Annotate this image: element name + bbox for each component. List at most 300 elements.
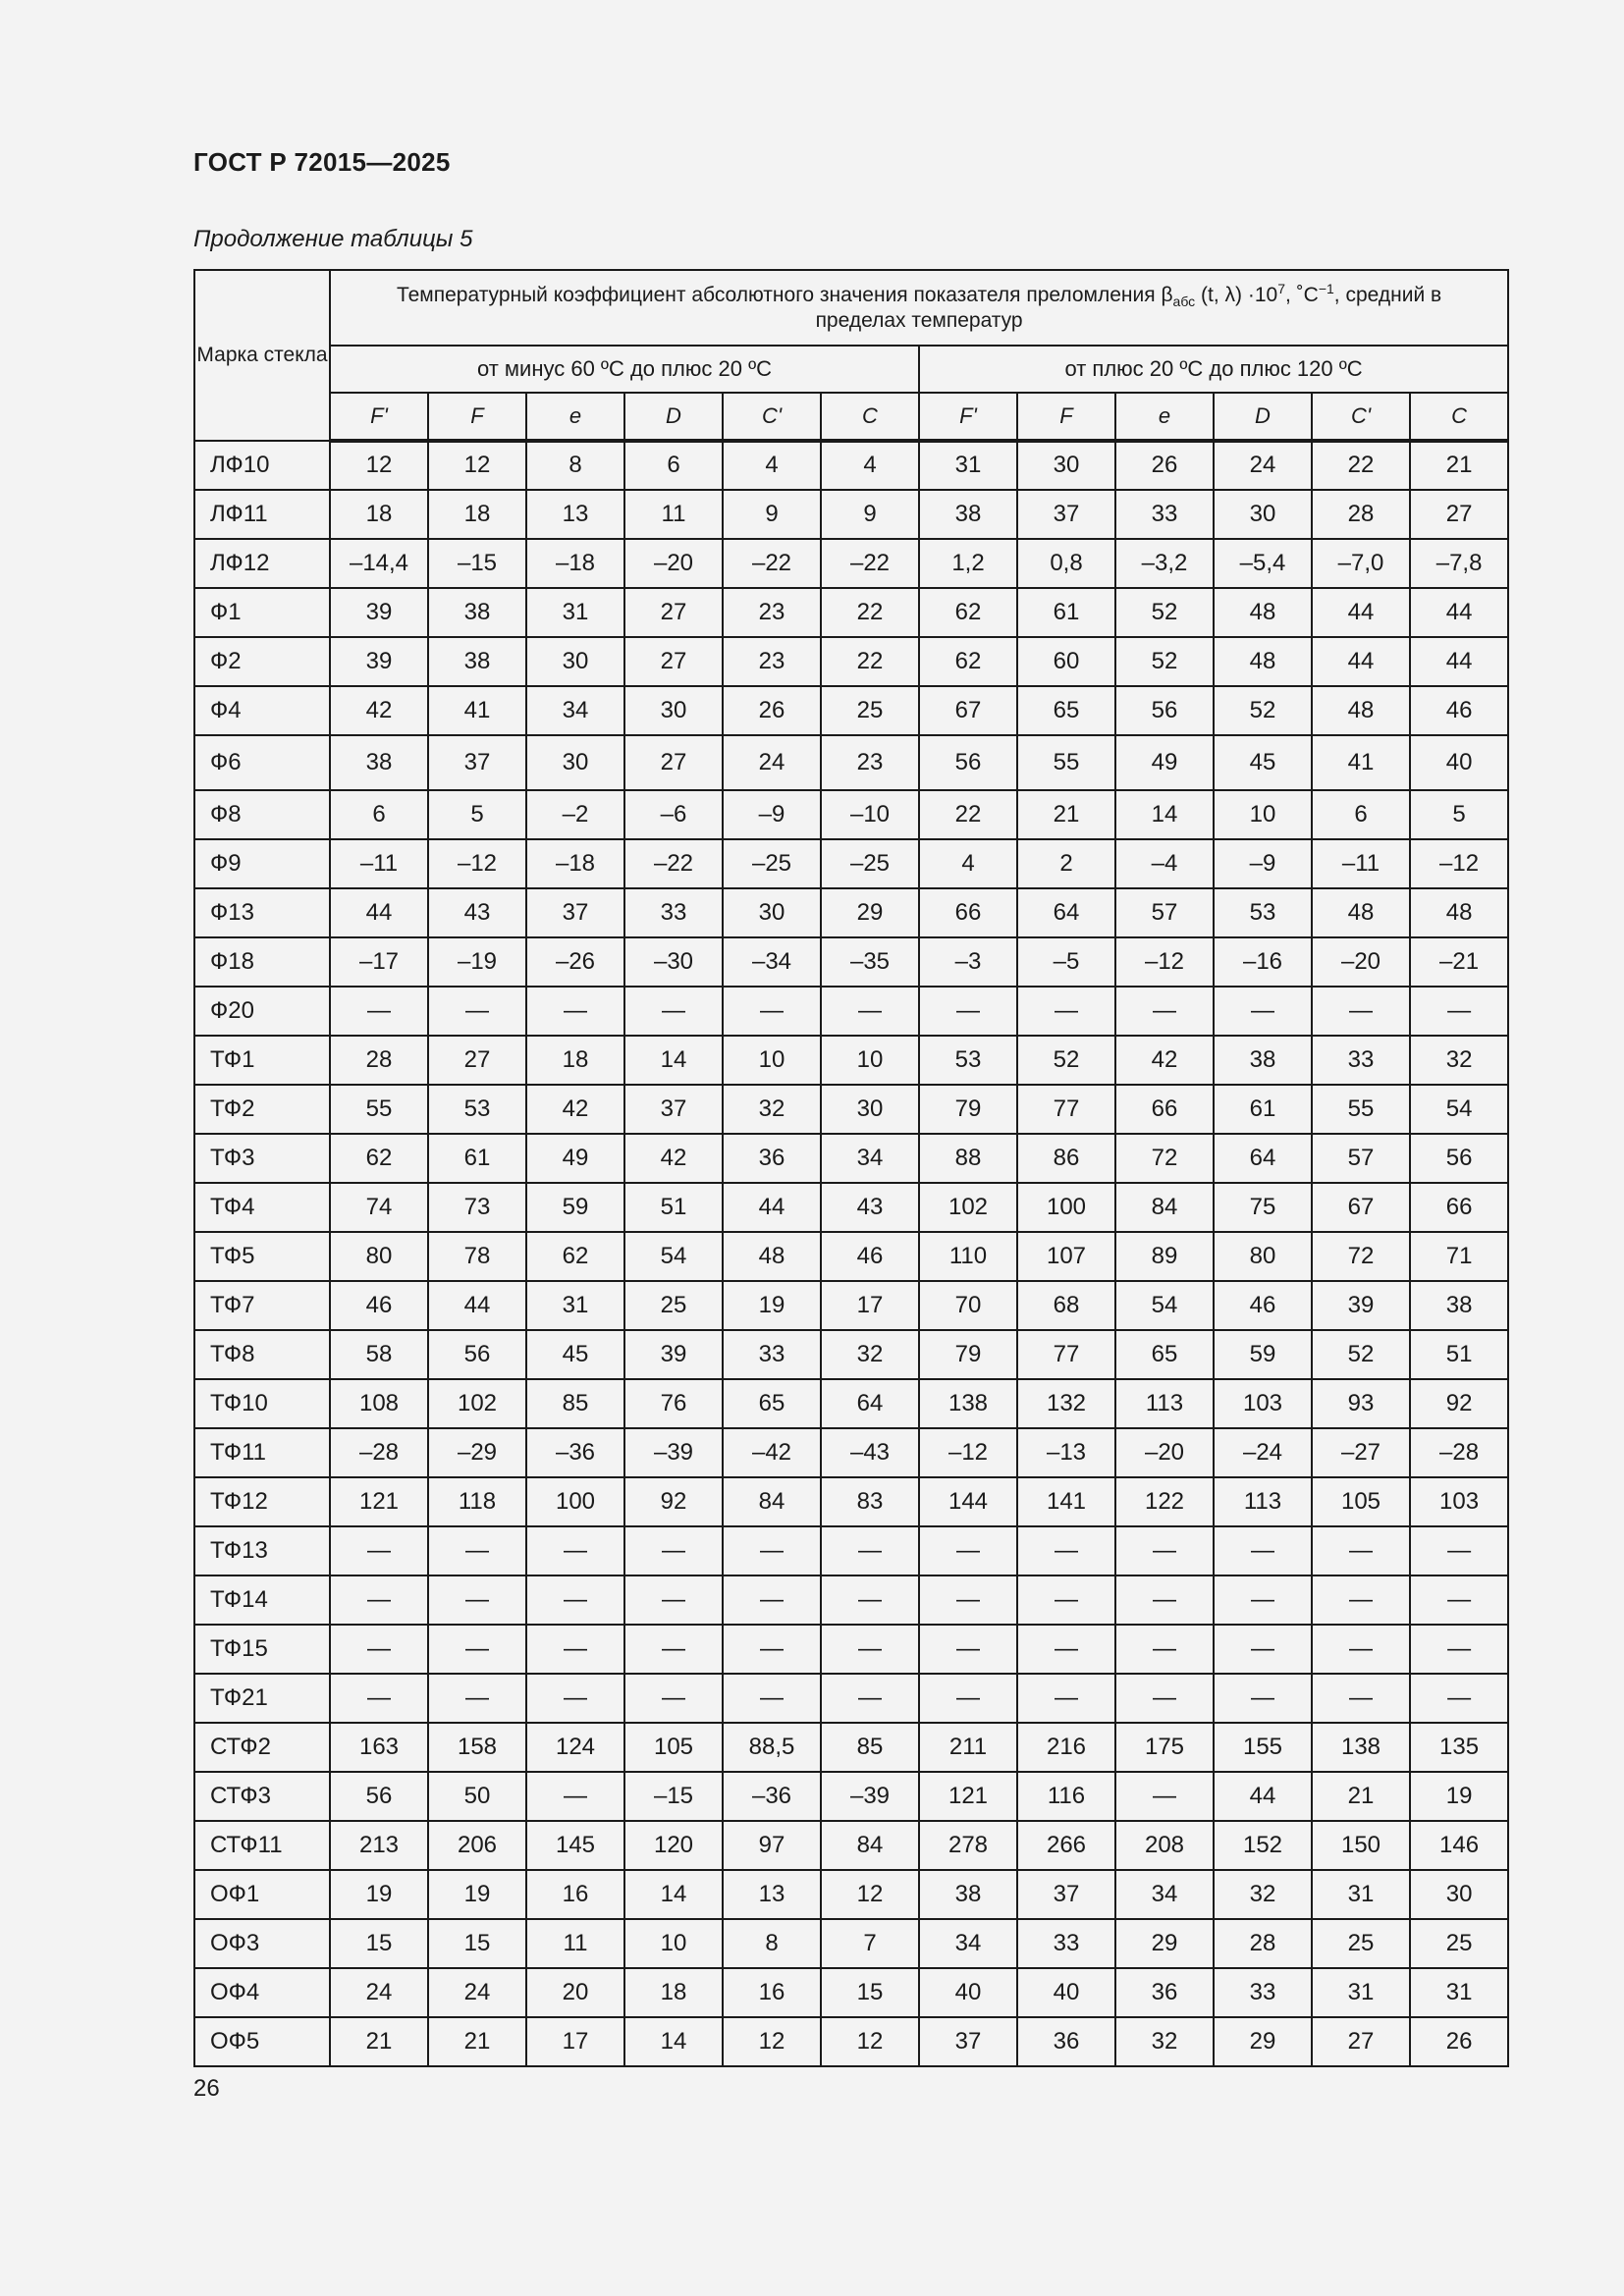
table-row bbox=[194, 2017, 1508, 2066]
value-cell: 46 bbox=[1214, 1281, 1312, 1330]
value-cell: 22 bbox=[919, 790, 1017, 839]
value-cell: 24 bbox=[723, 735, 821, 790]
value-cell: 76 bbox=[624, 1379, 723, 1428]
value-cell: — bbox=[1115, 987, 1214, 1036]
value-cell: –18 bbox=[526, 839, 624, 888]
table-row bbox=[194, 637, 1508, 686]
value-cell: 23 bbox=[723, 637, 821, 686]
glass-mark-cell: СТФ3 bbox=[194, 1772, 330, 1821]
table-row bbox=[194, 1919, 1508, 1968]
value-cell: — bbox=[624, 1526, 723, 1575]
value-cell: 36 bbox=[1115, 1968, 1214, 2017]
value-cell: 44 bbox=[723, 1183, 821, 1232]
value-cell: 116 bbox=[1017, 1772, 1115, 1821]
value-cell: — bbox=[821, 1674, 919, 1723]
value-cell: –43 bbox=[821, 1428, 919, 1477]
value-cell: 62 bbox=[330, 1134, 428, 1183]
value-cell: 4 bbox=[821, 441, 919, 490]
value-cell: 8 bbox=[723, 1919, 821, 1968]
value-cell: 28 bbox=[330, 1036, 428, 1085]
value-cell: — bbox=[1410, 987, 1508, 1036]
value-cell: –22 bbox=[624, 839, 723, 888]
value-cell: 138 bbox=[1312, 1723, 1410, 1772]
value-cell: 11 bbox=[624, 490, 723, 539]
value-cell: 64 bbox=[1017, 888, 1115, 937]
value-cell: — bbox=[330, 1526, 428, 1575]
value-cell: –12 bbox=[919, 1428, 1017, 1477]
value-cell: 44 bbox=[1410, 637, 1508, 686]
value-cell: — bbox=[1312, 1526, 1410, 1575]
value-cell: 22 bbox=[821, 637, 919, 686]
value-cell: 113 bbox=[1115, 1379, 1214, 1428]
value-cell: 39 bbox=[1312, 1281, 1410, 1330]
value-cell: –24 bbox=[1214, 1428, 1312, 1477]
value-cell: 145 bbox=[526, 1821, 624, 1870]
value-cell: –36 bbox=[526, 1428, 624, 1477]
header-line: F' bbox=[919, 393, 1017, 441]
table-row bbox=[194, 888, 1508, 937]
value-cell: 56 bbox=[330, 1772, 428, 1821]
glass-mark-cell: Ф9 bbox=[194, 839, 330, 888]
value-cell: 49 bbox=[526, 1134, 624, 1183]
value-cell: — bbox=[624, 1625, 723, 1674]
value-cell: 18 bbox=[624, 1968, 723, 2017]
value-cell: 58 bbox=[330, 1330, 428, 1379]
value-cell: 118 bbox=[428, 1477, 526, 1526]
value-cell: 19 bbox=[330, 1870, 428, 1919]
value-cell: 32 bbox=[1410, 1036, 1508, 1085]
value-cell: –17 bbox=[330, 937, 428, 987]
value-cell: 24 bbox=[428, 1968, 526, 2017]
value-cell: –12 bbox=[1410, 839, 1508, 888]
value-cell: — bbox=[723, 1625, 821, 1674]
value-cell: 54 bbox=[1115, 1281, 1214, 1330]
value-cell: –26 bbox=[526, 937, 624, 987]
value-cell: 44 bbox=[330, 888, 428, 937]
value-cell: 38 bbox=[919, 490, 1017, 539]
value-cell: — bbox=[428, 1575, 526, 1625]
value-cell: 5 bbox=[428, 790, 526, 839]
value-cell: — bbox=[526, 1674, 624, 1723]
value-cell: 34 bbox=[821, 1134, 919, 1183]
value-cell: 12 bbox=[821, 2017, 919, 2066]
value-cell: 34 bbox=[919, 1919, 1017, 1968]
value-cell: –12 bbox=[428, 839, 526, 888]
value-cell: — bbox=[330, 1674, 428, 1723]
glass-mark-cell: Ф4 bbox=[194, 686, 330, 735]
value-cell: –27 bbox=[1312, 1428, 1410, 1477]
value-cell: –25 bbox=[723, 839, 821, 888]
value-cell: 68 bbox=[1017, 1281, 1115, 1330]
value-cell: — bbox=[1017, 1575, 1115, 1625]
value-cell: 33 bbox=[1312, 1036, 1410, 1085]
value-cell: 66 bbox=[1115, 1085, 1214, 1134]
value-cell: — bbox=[1115, 1526, 1214, 1575]
value-cell: 6 bbox=[330, 790, 428, 839]
value-cell: 57 bbox=[1115, 888, 1214, 937]
value-cell: — bbox=[919, 1674, 1017, 1723]
value-cell: — bbox=[330, 1625, 428, 1674]
glass-mark-cell: ТФ14 bbox=[194, 1575, 330, 1625]
value-cell: 33 bbox=[1017, 1919, 1115, 1968]
value-cell: — bbox=[919, 1625, 1017, 1674]
value-cell: 27 bbox=[624, 637, 723, 686]
value-cell: — bbox=[526, 987, 624, 1036]
value-cell: 17 bbox=[526, 2017, 624, 2066]
glass-mark-cell: ОФ5 bbox=[194, 2017, 330, 2066]
value-cell: 55 bbox=[330, 1085, 428, 1134]
value-cell: 8 bbox=[526, 441, 624, 490]
value-cell: 32 bbox=[1115, 2017, 1214, 2066]
value-cell: –3,2 bbox=[1115, 539, 1214, 588]
value-cell: 62 bbox=[919, 637, 1017, 686]
value-cell: 55 bbox=[1017, 735, 1115, 790]
header-line: F bbox=[428, 393, 526, 441]
table-row bbox=[194, 1036, 1508, 1085]
value-cell: 37 bbox=[919, 2017, 1017, 2066]
value-cell: 86 bbox=[1017, 1134, 1115, 1183]
value-cell: — bbox=[624, 987, 723, 1036]
value-cell: 146 bbox=[1410, 1821, 1508, 1870]
glass-mark-cell: Ф18 bbox=[194, 937, 330, 987]
header-line: D bbox=[1214, 393, 1312, 441]
value-cell: 138 bbox=[919, 1379, 1017, 1428]
value-cell: 31 bbox=[526, 1281, 624, 1330]
value-cell: 36 bbox=[723, 1134, 821, 1183]
value-cell: 18 bbox=[330, 490, 428, 539]
value-cell: — bbox=[1312, 1625, 1410, 1674]
value-cell: 37 bbox=[624, 1085, 723, 1134]
value-cell: 30 bbox=[1410, 1870, 1508, 1919]
value-cell: 57 bbox=[1312, 1134, 1410, 1183]
glass-mark-cell: Ф13 bbox=[194, 888, 330, 937]
value-cell: 102 bbox=[428, 1379, 526, 1428]
value-cell: –19 bbox=[428, 937, 526, 987]
value-cell: 71 bbox=[1410, 1232, 1508, 1281]
value-cell: 29 bbox=[821, 888, 919, 937]
value-cell: –4 bbox=[1115, 839, 1214, 888]
value-cell: 1,2 bbox=[919, 539, 1017, 588]
value-cell: 14 bbox=[624, 2017, 723, 2066]
value-cell: –34 bbox=[723, 937, 821, 987]
value-cell: 24 bbox=[1214, 441, 1312, 490]
value-cell: 4 bbox=[723, 441, 821, 490]
value-cell: — bbox=[330, 1575, 428, 1625]
glass-mark-cell: ТФ21 bbox=[194, 1674, 330, 1723]
header-line: e bbox=[1115, 393, 1214, 441]
table-caption: Продолжение таблицы 5 bbox=[193, 226, 473, 252]
header-line: F' bbox=[330, 393, 428, 441]
value-cell: 141 bbox=[1017, 1477, 1115, 1526]
value-cell: — bbox=[428, 1526, 526, 1575]
value-cell: 56 bbox=[919, 735, 1017, 790]
value-cell: 46 bbox=[330, 1281, 428, 1330]
glass-mark-cell: Ф20 bbox=[194, 987, 330, 1036]
value-cell: 88 bbox=[919, 1134, 1017, 1183]
value-cell: 155 bbox=[1214, 1723, 1312, 1772]
value-cell: 89 bbox=[1115, 1232, 1214, 1281]
value-cell: 44 bbox=[428, 1281, 526, 1330]
value-cell: 33 bbox=[723, 1330, 821, 1379]
value-cell: 107 bbox=[1017, 1232, 1115, 1281]
value-cell: 108 bbox=[330, 1379, 428, 1428]
value-cell: 152 bbox=[1214, 1821, 1312, 1870]
value-cell: 44 bbox=[1410, 588, 1508, 637]
value-cell: 51 bbox=[624, 1183, 723, 1232]
value-cell: 38 bbox=[1214, 1036, 1312, 1085]
value-cell: 15 bbox=[428, 1919, 526, 1968]
value-cell: 34 bbox=[1115, 1870, 1214, 1919]
value-cell: 67 bbox=[919, 686, 1017, 735]
value-cell: 31 bbox=[1312, 1870, 1410, 1919]
value-cell: — bbox=[1214, 1526, 1312, 1575]
value-cell: –39 bbox=[624, 1428, 723, 1477]
value-cell: 132 bbox=[1017, 1379, 1115, 1428]
value-cell: 16 bbox=[723, 1968, 821, 2017]
value-cell: 6 bbox=[1312, 790, 1410, 839]
value-cell: 48 bbox=[1214, 588, 1312, 637]
value-cell: 84 bbox=[723, 1477, 821, 1526]
value-cell: 23 bbox=[723, 588, 821, 637]
value-cell: 21 bbox=[428, 2017, 526, 2066]
value-cell: 79 bbox=[919, 1085, 1017, 1134]
value-cell: –15 bbox=[624, 1772, 723, 1821]
value-cell: 30 bbox=[723, 888, 821, 937]
table-row bbox=[194, 1526, 1508, 1575]
value-cell: 67 bbox=[1312, 1183, 1410, 1232]
value-cell: 70 bbox=[919, 1281, 1017, 1330]
value-cell: 52 bbox=[1115, 637, 1214, 686]
table-row bbox=[194, 539, 1508, 588]
value-cell: 30 bbox=[1017, 441, 1115, 490]
value-cell: — bbox=[821, 987, 919, 1036]
value-cell: –28 bbox=[1410, 1428, 1508, 1477]
value-cell: –28 bbox=[330, 1428, 428, 1477]
value-cell: 66 bbox=[919, 888, 1017, 937]
value-cell: –13 bbox=[1017, 1428, 1115, 1477]
value-cell: 13 bbox=[723, 1870, 821, 1919]
glass-mark-cell: ТФ7 bbox=[194, 1281, 330, 1330]
table-row bbox=[194, 1625, 1508, 1674]
glass-mark-cell: ТФ11 bbox=[194, 1428, 330, 1477]
value-cell: 17 bbox=[821, 1281, 919, 1330]
value-cell: 33 bbox=[1115, 490, 1214, 539]
glass-mark-cell: Ф1 bbox=[194, 588, 330, 637]
value-cell: 54 bbox=[624, 1232, 723, 1281]
value-cell: –39 bbox=[821, 1772, 919, 1821]
value-cell: 21 bbox=[1410, 441, 1508, 490]
value-cell: — bbox=[1214, 1625, 1312, 1674]
value-cell: 52 bbox=[1017, 1036, 1115, 1085]
value-cell: 27 bbox=[1410, 490, 1508, 539]
glass-mark-cell: Ф2 bbox=[194, 637, 330, 686]
value-cell: 10 bbox=[1214, 790, 1312, 839]
value-cell: 30 bbox=[624, 686, 723, 735]
header-line: F bbox=[1017, 393, 1115, 441]
value-cell: — bbox=[723, 1526, 821, 1575]
value-cell: –7,8 bbox=[1410, 539, 1508, 588]
table-row bbox=[194, 588, 1508, 637]
value-cell: 19 bbox=[1410, 1772, 1508, 1821]
value-cell: 135 bbox=[1410, 1723, 1508, 1772]
power-exponent: 7 bbox=[1277, 280, 1285, 296]
value-cell: 175 bbox=[1115, 1723, 1214, 1772]
value-cell: 53 bbox=[428, 1085, 526, 1134]
value-cell: 64 bbox=[821, 1379, 919, 1428]
value-cell: 39 bbox=[330, 588, 428, 637]
value-cell: 0,8 bbox=[1017, 539, 1115, 588]
value-cell: 45 bbox=[1214, 735, 1312, 790]
value-cell: 65 bbox=[1017, 686, 1115, 735]
value-cell: 45 bbox=[526, 1330, 624, 1379]
value-cell: 27 bbox=[624, 735, 723, 790]
glass-mark-cell: ЛФ11 bbox=[194, 490, 330, 539]
value-cell: 80 bbox=[330, 1232, 428, 1281]
table-row bbox=[194, 1183, 1508, 1232]
table-header bbox=[194, 270, 1508, 441]
value-cell: 30 bbox=[1214, 490, 1312, 539]
value-cell: — bbox=[624, 1674, 723, 1723]
value-cell: –5 bbox=[1017, 937, 1115, 987]
header-glass-mark: Марка стекла bbox=[194, 270, 330, 441]
unit-exponent: −1 bbox=[1318, 280, 1334, 296]
value-cell: 21 bbox=[330, 2017, 428, 2066]
value-cell: 29 bbox=[1115, 1919, 1214, 1968]
glass-mark-cell: ТФ5 bbox=[194, 1232, 330, 1281]
value-cell: 72 bbox=[1115, 1134, 1214, 1183]
value-cell: — bbox=[1017, 1625, 1115, 1674]
value-cell: 163 bbox=[330, 1723, 428, 1772]
value-cell: 26 bbox=[1410, 2017, 1508, 2066]
value-cell: 65 bbox=[1115, 1330, 1214, 1379]
table-row bbox=[194, 1772, 1508, 1821]
value-cell: 7 bbox=[821, 1919, 919, 1968]
value-cell: 65 bbox=[723, 1379, 821, 1428]
value-cell: — bbox=[1410, 1625, 1508, 1674]
value-cell: 18 bbox=[526, 1036, 624, 1085]
table-row bbox=[194, 1281, 1508, 1330]
value-cell: 18 bbox=[428, 490, 526, 539]
value-cell: 22 bbox=[1312, 441, 1410, 490]
value-cell: –2 bbox=[526, 790, 624, 839]
value-cell: — bbox=[330, 987, 428, 1036]
value-cell: –22 bbox=[821, 539, 919, 588]
table-row bbox=[194, 1821, 1508, 1870]
value-cell: 48 bbox=[1410, 888, 1508, 937]
table-body bbox=[194, 441, 1508, 2066]
table-row bbox=[194, 1575, 1508, 1625]
header-coefficient bbox=[330, 270, 1508, 346]
value-cell: 56 bbox=[428, 1330, 526, 1379]
value-cell: 27 bbox=[624, 588, 723, 637]
value-cell: 33 bbox=[1214, 1968, 1312, 2017]
value-cell: –35 bbox=[821, 937, 919, 987]
value-cell: 33 bbox=[624, 888, 723, 937]
glass-mark-cell: ТФ2 bbox=[194, 1085, 330, 1134]
value-cell: 27 bbox=[1312, 2017, 1410, 2066]
glass-mark-cell: ТФ1 bbox=[194, 1036, 330, 1085]
value-cell: 110 bbox=[919, 1232, 1017, 1281]
value-cell: 100 bbox=[526, 1477, 624, 1526]
value-cell: –16 bbox=[1214, 937, 1312, 987]
value-cell: –29 bbox=[428, 1428, 526, 1477]
value-cell: 216 bbox=[1017, 1723, 1115, 1772]
value-cell: 48 bbox=[1312, 888, 1410, 937]
value-cell: 121 bbox=[919, 1772, 1017, 1821]
value-cell: 52 bbox=[1214, 686, 1312, 735]
table-container bbox=[193, 269, 1508, 2067]
value-cell: 31 bbox=[919, 441, 1017, 490]
value-cell: 211 bbox=[919, 1723, 1017, 1772]
glass-mark-cell: ТФ10 bbox=[194, 1379, 330, 1428]
value-cell: 77 bbox=[1017, 1330, 1115, 1379]
header-line: C bbox=[1410, 393, 1508, 441]
value-cell: 25 bbox=[624, 1281, 723, 1330]
glass-mark-cell: ТФ3 bbox=[194, 1134, 330, 1183]
value-cell: 38 bbox=[428, 637, 526, 686]
value-cell: 103 bbox=[1410, 1477, 1508, 1526]
value-cell: –20 bbox=[1312, 937, 1410, 987]
value-cell: –9 bbox=[1214, 839, 1312, 888]
value-cell: 84 bbox=[1115, 1183, 1214, 1232]
value-cell: 83 bbox=[821, 1477, 919, 1526]
value-cell: 14 bbox=[624, 1036, 723, 1085]
value-cell: –3 bbox=[919, 937, 1017, 987]
table-row bbox=[194, 1870, 1508, 1919]
value-cell: –5,4 bbox=[1214, 539, 1312, 588]
value-cell: 52 bbox=[1312, 1330, 1410, 1379]
value-cell: 62 bbox=[919, 588, 1017, 637]
value-cell: –42 bbox=[723, 1428, 821, 1477]
value-cell: 39 bbox=[330, 637, 428, 686]
value-cell: 25 bbox=[1312, 1919, 1410, 1968]
value-cell: 103 bbox=[1214, 1379, 1312, 1428]
refraction-coefficient-table bbox=[193, 269, 1509, 2067]
value-cell: 42 bbox=[330, 686, 428, 735]
value-cell: –11 bbox=[330, 839, 428, 888]
value-cell: 38 bbox=[1410, 1281, 1508, 1330]
value-cell: 55 bbox=[1312, 1085, 1410, 1134]
value-cell: — bbox=[1115, 1772, 1214, 1821]
value-cell: 46 bbox=[821, 1232, 919, 1281]
value-cell: — bbox=[1214, 1674, 1312, 1723]
value-cell: 30 bbox=[821, 1085, 919, 1134]
value-cell: 100 bbox=[1017, 1183, 1115, 1232]
table-row bbox=[194, 490, 1508, 539]
value-cell: — bbox=[1017, 1526, 1115, 1575]
beta-symbol: β bbox=[1161, 283, 1173, 306]
value-cell: 53 bbox=[919, 1036, 1017, 1085]
value-cell: — bbox=[821, 1526, 919, 1575]
value-cell: 102 bbox=[919, 1183, 1017, 1232]
value-cell: 121 bbox=[330, 1477, 428, 1526]
header-line: C' bbox=[723, 393, 821, 441]
value-cell: –21 bbox=[1410, 937, 1508, 987]
value-cell: 26 bbox=[723, 686, 821, 735]
value-cell: 150 bbox=[1312, 1821, 1410, 1870]
value-cell: 41 bbox=[1312, 735, 1410, 790]
value-cell: 31 bbox=[1410, 1968, 1508, 2017]
value-cell: 6 bbox=[624, 441, 723, 490]
value-cell: –25 bbox=[821, 839, 919, 888]
value-cell: 206 bbox=[428, 1821, 526, 1870]
header-range-low: от минус 60 ºС до плюс 20 ºС bbox=[330, 346, 919, 393]
value-cell: 36 bbox=[1017, 2017, 1115, 2066]
glass-mark-cell: ЛФ10 bbox=[194, 441, 330, 490]
value-cell: –14,4 bbox=[330, 539, 428, 588]
value-cell: 4 bbox=[919, 839, 1017, 888]
value-cell: — bbox=[526, 1526, 624, 1575]
